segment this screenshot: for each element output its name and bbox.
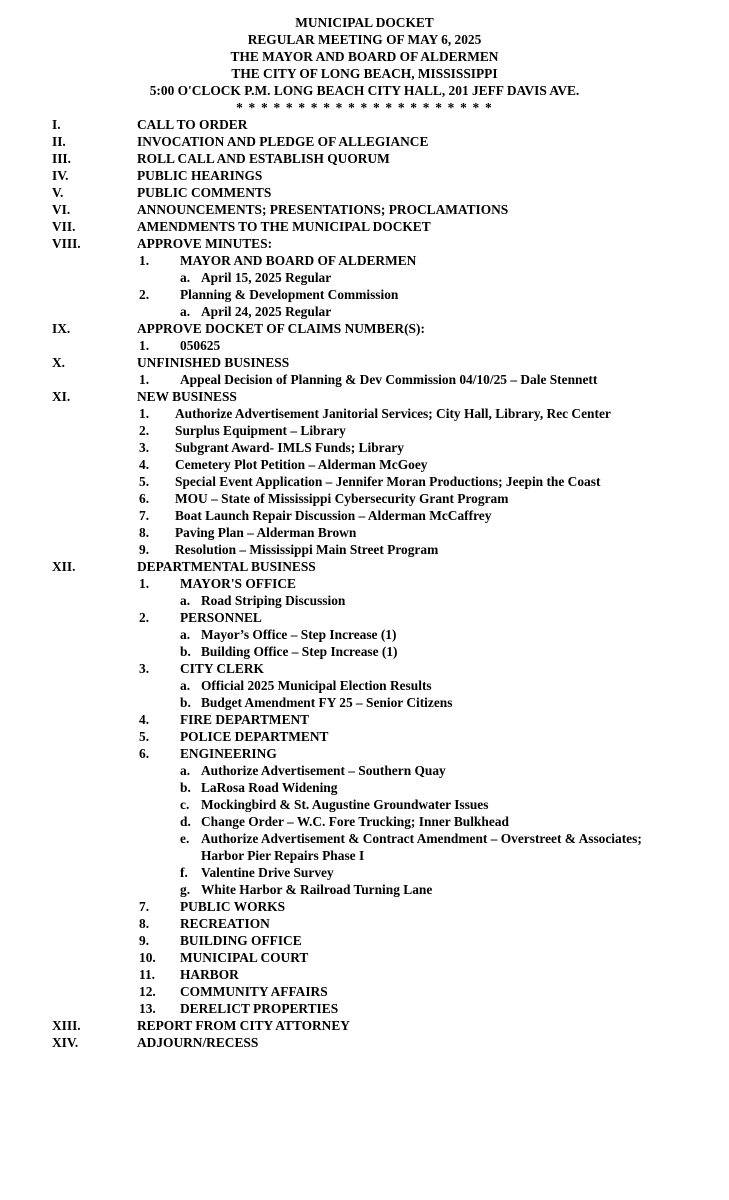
- item-text: NEW BUSINESS: [137, 389, 237, 404]
- item-text: MOU – State of Mississippi Cybersecurity Grant Program: [175, 491, 509, 506]
- item-text: HARBOR: [180, 967, 239, 982]
- docket-item: [0, 337, 729, 354]
- docket-item: [0, 779, 729, 796]
- item-text: Special Event Application – Jennifer Moran Productions; Jeepin the Coast: [175, 474, 601, 489]
- docket-item: [0, 184, 729, 201]
- docket-item: [0, 456, 729, 473]
- item-text: Surplus Equipment – Library: [175, 423, 346, 438]
- item-text: April 15, 2025 Regular: [201, 270, 332, 285]
- item-text: INVOCATION AND PLEDGE OF ALLEGIANCE: [137, 134, 429, 149]
- item-number: b.: [180, 780, 191, 795]
- item-text: Building Office – Step Increase (1): [201, 644, 398, 659]
- item-number: 9.: [139, 542, 150, 557]
- item-text: APPROVE MINUTES:: [137, 236, 273, 251]
- item-text: COMMUNITY AFFAIRS: [180, 984, 328, 999]
- docket-item: [0, 694, 729, 711]
- item-number: f.: [180, 865, 188, 880]
- item-number: VI.: [52, 202, 71, 217]
- item-number: 2.: [139, 287, 150, 302]
- docket-item: [0, 1034, 729, 1051]
- docket-item: [0, 745, 729, 762]
- docket-item: [0, 167, 729, 184]
- item-text: DEPARTMENTAL BUSINESS: [137, 559, 316, 574]
- item-number: 13.: [139, 1001, 156, 1016]
- item-number: 10.: [139, 950, 156, 965]
- item-text: CALL TO ORDER: [137, 117, 248, 132]
- item-number: g.: [180, 882, 191, 897]
- item-text: APPROVE DOCKET OF CLAIMS NUMBER(S):: [137, 321, 425, 336]
- docket-item: [0, 1017, 729, 1034]
- item-text: White Harbor & Railroad Turning Lane: [201, 882, 433, 897]
- item-text: AMENDMENTS TO THE MUNICIPAL DOCKET: [137, 219, 431, 234]
- item-number: XII.: [52, 559, 76, 574]
- docket-item: [0, 541, 729, 558]
- item-text: Planning & Development Commission: [180, 287, 399, 302]
- docket-item: [0, 133, 729, 150]
- docket-item: [0, 932, 729, 949]
- docket-item: [0, 847, 729, 864]
- item-text: BUILDING OFFICE: [180, 933, 302, 948]
- item-text: CITY CLERK: [180, 661, 264, 676]
- docket-item: [0, 796, 729, 813]
- item-number: d.: [180, 814, 191, 829]
- item-number: 4.: [139, 457, 150, 472]
- item-text: Authorize Advertisement & Contract Amendment – Overstreet & Associates;: [201, 831, 642, 846]
- docket-item: [0, 388, 729, 405]
- meeting-time-location: 5:00 O'CLOCK P.M. LONG BEACH CITY HALL, 201 JEFF DAVIS AVE.: [149, 83, 580, 98]
- docket-item: [0, 898, 729, 915]
- item-number: 5.: [139, 729, 150, 744]
- docket-item: [0, 609, 729, 626]
- item-number: b.: [180, 695, 191, 710]
- item-number: 2.: [139, 423, 150, 438]
- item-text: PERSONNEL: [180, 610, 262, 625]
- docket-list: [0, 116, 729, 1051]
- item-number: IV.: [52, 168, 69, 183]
- item-number: 12.: [139, 984, 156, 999]
- item-number: 7.: [139, 508, 150, 523]
- docket-item: [0, 303, 729, 320]
- item-number: 3.: [139, 440, 150, 455]
- docket-item: [0, 252, 729, 269]
- item-text: Boat Launch Repair Discussion – Alderman McCaffrey: [175, 508, 492, 523]
- item-number: II.: [52, 134, 66, 149]
- docket-item: [0, 762, 729, 779]
- item-number: 2.: [139, 610, 150, 625]
- docket-item: [0, 864, 729, 881]
- item-number: 3.: [139, 661, 150, 676]
- item-number: e.: [180, 831, 190, 846]
- docket-item: [0, 201, 729, 218]
- docket-item: [0, 218, 729, 235]
- docket-item: [0, 660, 729, 677]
- docket-item: [0, 235, 729, 252]
- item-text: Mockingbird & St. Augustine Groundwater Issues: [201, 797, 489, 812]
- item-number: XIV.: [52, 1035, 79, 1050]
- item-number: 6.: [139, 746, 150, 761]
- docket-item: [0, 439, 729, 456]
- item-text: ANNOUNCEMENTS; PRESENTATIONS; PROCLAMATIONS: [137, 202, 509, 217]
- item-text: MAYOR'S OFFICE: [180, 576, 296, 591]
- item-number: b.: [180, 644, 191, 659]
- docket-item: [0, 1000, 729, 1017]
- docket-item: [0, 269, 729, 286]
- item-text: Valentine Drive Survey: [201, 865, 334, 880]
- docket-item: [0, 813, 729, 830]
- item-number: XIII.: [52, 1018, 81, 1033]
- item-number: 1.: [139, 338, 150, 353]
- docket-item: [0, 677, 729, 694]
- item-text: Authorize Advertisement – Southern Quay: [201, 763, 446, 778]
- item-text: Budget Amendment FY 25 – Senior Citizens: [201, 695, 453, 710]
- item-number: 1.: [139, 372, 150, 387]
- docket-item: [0, 626, 729, 643]
- item-text: MAYOR AND BOARD OF ALDERMEN: [180, 253, 417, 268]
- star-divider: * * * * * * * * * * * * * * * * * * * * *: [236, 100, 493, 115]
- item-text: FIRE DEPARTMENT: [180, 712, 310, 727]
- item-text: Resolution – Mississippi Main Street Program: [175, 542, 439, 557]
- item-number: 6.: [139, 491, 150, 506]
- document-title: MUNICIPAL DOCKET: [295, 15, 434, 30]
- docket-item: [0, 592, 729, 609]
- item-text: RECREATION: [180, 916, 270, 931]
- item-number: 4.: [139, 712, 150, 727]
- item-number: a.: [180, 678, 191, 693]
- docket-item: [0, 354, 729, 371]
- item-number: 9.: [139, 933, 150, 948]
- item-number: 8.: [139, 525, 150, 540]
- docket-item: [0, 116, 729, 133]
- governing-body: THE MAYOR AND BOARD OF ALDERMEN: [230, 49, 499, 64]
- item-text: ENGINEERING: [180, 746, 277, 761]
- item-number: VIII.: [52, 236, 81, 251]
- docket-item: [0, 371, 729, 388]
- docket-item: [0, 711, 729, 728]
- item-number: X.: [52, 355, 66, 370]
- item-text: Authorize Advertisement Janitorial Services; City Hall, Library, Rec Center: [175, 406, 611, 421]
- item-text: POLICE DEPARTMENT: [180, 729, 329, 744]
- item-text: MUNICIPAL COURT: [180, 950, 309, 965]
- item-text: Subgrant Award- IMLS Funds; Library: [175, 440, 404, 455]
- item-number: VII.: [52, 219, 76, 234]
- item-number: a.: [180, 627, 191, 642]
- item-text: DERELICT PROPERTIES: [180, 1001, 339, 1016]
- docket-item: [0, 507, 729, 524]
- item-number: c.: [180, 797, 190, 812]
- item-number: III.: [52, 151, 71, 166]
- item-number: a.: [180, 270, 191, 285]
- item-number: 11.: [139, 967, 155, 982]
- item-text: April 24, 2025 Regular: [201, 304, 332, 319]
- docket-item: [0, 320, 729, 337]
- docket-item: [0, 728, 729, 745]
- docket-item: [0, 881, 729, 898]
- docket-item: [0, 949, 729, 966]
- item-number: IX.: [52, 321, 71, 336]
- item-number: XI.: [52, 389, 71, 404]
- docket-item: [0, 490, 729, 507]
- item-number: V.: [52, 185, 64, 200]
- item-text: Official 2025 Municipal Election Results: [201, 678, 432, 693]
- item-text: Appeal Decision of Planning & Dev Commission 04/10/25 – Dale Stennett: [180, 372, 598, 387]
- city-name: THE CITY OF LONG BEACH, MISSISSIPPI: [231, 66, 498, 81]
- item-number: a.: [180, 763, 191, 778]
- item-text: Paving Plan – Alderman Brown: [175, 525, 357, 540]
- docket-item: [0, 643, 729, 660]
- item-text: ROLL CALL AND ESTABLISH QUORUM: [137, 151, 390, 166]
- item-text: ADJOURN/RECESS: [137, 1035, 259, 1050]
- item-number: 1.: [139, 253, 150, 268]
- item-text: PUBLIC COMMENTS: [137, 185, 272, 200]
- item-number: 8.: [139, 916, 150, 931]
- item-text: Change Order – W.C. Fore Trucking; Inner Bulkhead: [201, 814, 509, 829]
- docket-item: [0, 286, 729, 303]
- item-text: PUBLIC WORKS: [180, 899, 286, 914]
- item-text: REPORT FROM CITY ATTORNEY: [137, 1018, 350, 1033]
- docket-item: [0, 150, 729, 167]
- item-number: 7.: [139, 899, 150, 914]
- item-text: Road Striping Discussion: [201, 593, 346, 608]
- docket-item: [0, 558, 729, 575]
- docket-header: [0, 14, 729, 116]
- item-number: a.: [180, 593, 191, 608]
- docket-item: [0, 983, 729, 1000]
- item-number: 5.: [139, 474, 150, 489]
- docket-item: [0, 524, 729, 541]
- docket-item: [0, 966, 729, 983]
- meeting-date: REGULAR MEETING OF MAY 6, 2025: [247, 32, 482, 47]
- docket-item: [0, 830, 729, 847]
- item-text: Harbor Pier Repairs Phase I: [201, 848, 365, 863]
- item-text: Mayor’s Office – Step Increase (1): [201, 627, 397, 642]
- item-text: Cemetery Plot Petition – Alderman McGoey: [175, 457, 428, 472]
- item-text: PUBLIC HEARINGS: [137, 168, 263, 183]
- item-number: 1.: [139, 406, 150, 421]
- docket-item: [0, 575, 729, 592]
- docket-item: [0, 405, 729, 422]
- item-text: LaRosa Road Widening: [201, 780, 338, 795]
- docket-item: [0, 473, 729, 490]
- item-number: a.: [180, 304, 191, 319]
- item-number: 1.: [139, 576, 150, 591]
- item-text: 050625: [180, 338, 221, 353]
- item-number: I.: [52, 117, 61, 132]
- docket-item: [0, 422, 729, 439]
- item-text: UNFINISHED BUSINESS: [137, 355, 290, 370]
- docket-item: [0, 915, 729, 932]
